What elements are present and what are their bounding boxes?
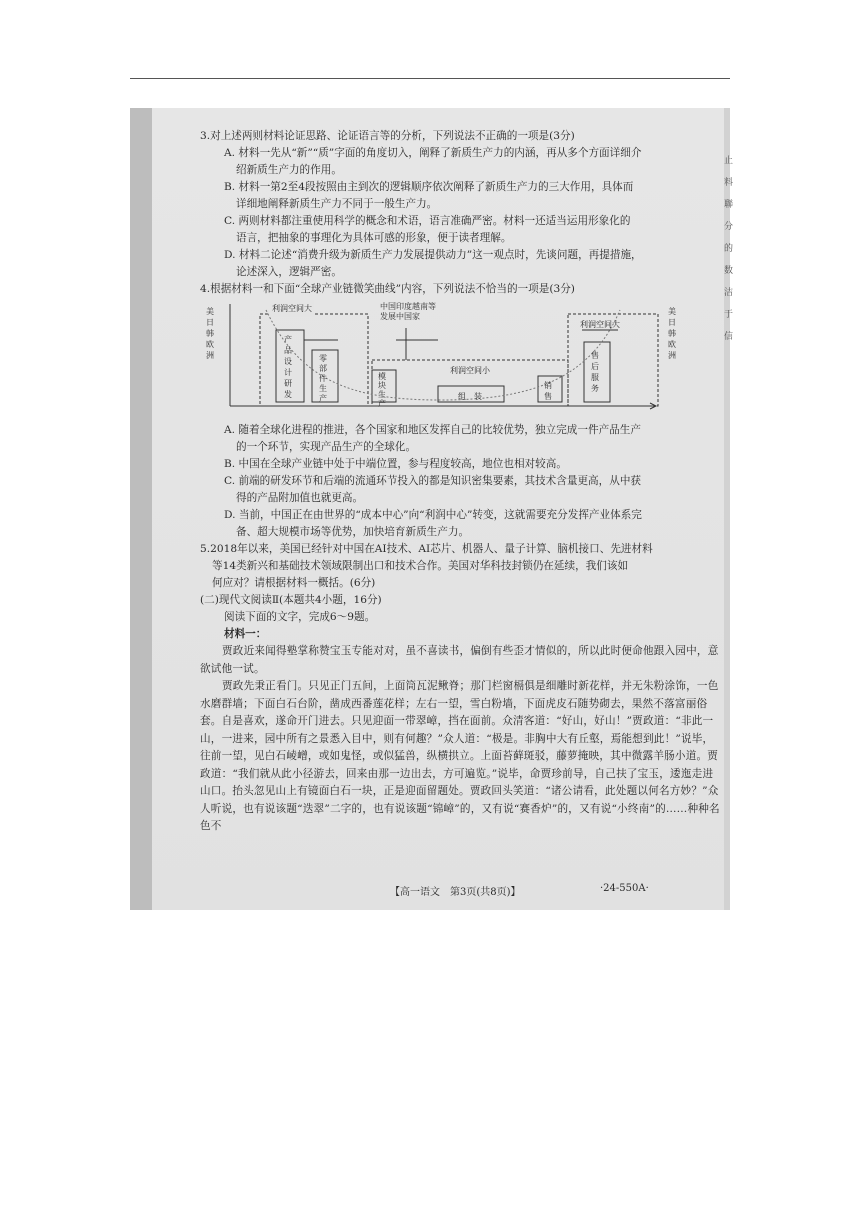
mid-profit-label: 利润空间小 [450,366,490,375]
q3-option-a: A. 材料一先从“新”“质”字面的角度切入，阐释了新质生产力的内涵，再从多个方面详细介 绍新质生产力的作用。 [224,147,642,176]
stage-design: 产品设计研发 [284,335,292,399]
section-heading: (二)现代文阅读Ⅱ(本题共4小题，16分) [200,594,382,606]
footer-page-info: 【高一语文 第3页(共8页)】 [390,887,521,898]
stage-assembly: 组装 [458,392,490,401]
stage-after-sales: 售后服务 [591,351,599,393]
q3-option-c: C. 两则材料都注重使用科学的概念和术语，语言准确严密。材料一还适当运用形象化的 语言，把抽象的事理化为具体可感的形象，便于读者理解。 [224,215,631,244]
q3-option-b: B. 材料一第2至4段按照由主到次的逻辑顺序依次阐释了新质生产力的三大作用，具体而 详细地阐释新质生产力不同于一般生产力。 [224,181,634,210]
stage-module: 模块生产 [378,372,386,408]
q4-stem: 4.根据材料一和下面“全球产业链微笑曲线”内容，下列说法不恰当的一项是(3分) [200,283,575,295]
left-profit-label: 利润空间大 [270,300,314,317]
passage-paragraph-1: 贾政近来闻得塾掌称赞宝玉专能对对，虽不喜读书，偏倒有些歪才情似的，所以此时便命他跟入园中，意欲试他一试。 [200,645,719,675]
q3-option-d: D. 材料二论述“消费升级为新质生产力发展提供动力”这一观点时，先谈问题，再提措施， 论述深入，逻辑严密。 [224,249,642,278]
background-edge [130,108,152,910]
q4-option-c: C. 前端的研发环节和后端的流通环节投入的都是知识密集要素，其技术含量更高，从中获 得的产品附加值也就更高。 [224,475,642,504]
exam-page-photo [130,108,730,910]
top-rule [130,78,730,79]
q5-line-3: 何应对？请根据材料一概括。(6分) [212,577,376,589]
q4-option-a: A. 随着全球化进程的推进，各个国家和地区发挥自己的比较优势，独立完成一件产品生产 的一个环节，实现产品生产的全球化。 [224,424,641,453]
right-region-label: 美日韩欧洲 [668,307,676,360]
page-content [200,128,720,836]
left-region-label: 美日韩欧洲 [206,307,214,360]
stage-sales: 销售 [544,381,552,401]
right-profit-label: 利润空间大 [580,320,620,329]
q4-option-b: B. 中国在全球产业链中处于中端位置，参与程度较高，地位也相对较高。 [224,458,567,470]
material-label: 材料一： [224,628,267,640]
q4-option-d: D. 当前，中国正在由世界的“成本中心”向“利润中心”转变，这就需要充分发挥产业体系完 备、超大规模市场等优势，加快培育新质生产力。 [224,509,642,538]
smile-curve-diagram [200,300,720,420]
passage-paragraph-2: 贾政先秉正看门。只见正门五间，上面筒瓦泥鳅脊；那门栏窗槅俱是细雕时新花样，并无朱粉涂饰，一色水磨群墙；下面白石台阶，凿成西番莲花样；左右一望，雪白粉墙，下面虎皮石随势砌去，果然不落富丽俗套。自是喜欢，遂命开门进去。只见迎面一带翠嶂，挡在面前。众清客道：“好山，好山！”贾政道：“非此一山，一进来，园中所有之景悉入目中，则有何趣？”众人道：“极是。非胸中大有丘壑，焉能想到此！”说毕，往前一望，见白石崚嶒，或如鬼怪，或似猛兽，纵横拱立。上面苔藓斑驳，藤萝掩映，其中微露羊肠小道。贾政道：“我们就从此小径游去，回来由那一边出去，方可遍览。”说毕，命贾珍前导，自己扶了宝玉，逶迤走进山口。抬头忽见山上有镜面白石一块，正是迎面留题处。贾政回头笑道：“诸公请看，此处题以何名方妙？”众人听说，也有说该题“迭翠”二字的，也有说该题“锦嶂”的，又有说“赛香炉”的，又有说“小终南”的……种种名色不 [200,680,720,832]
mid-countries-label: 中国印度越南等发展中国家 [380,302,436,321]
stage-parts: 零部件生产 [319,354,327,403]
adjacent-page-fragment: 止料聯分的数洁于信 [724,156,734,342]
q5-line-1: 5.2018年以来，美国已经针对中国在AI技术、AI芯片、机器人、量子计算、脑机接口、先进材料 [200,543,653,555]
footer-code: ·24-550A· [600,883,649,894]
q5-line-2: 等14类新兴和基础技术领域限制出口和技术合作。美国对华科技封锁仍在延续，我们该如 [212,560,629,572]
section-instruction: 阅读下面的文字，完成6～9题。 [224,611,376,623]
q3-stem: 3.对上述两则材料论证思路、论证语言等的分析，下列说法不正确的一项是(3分) [200,130,575,142]
